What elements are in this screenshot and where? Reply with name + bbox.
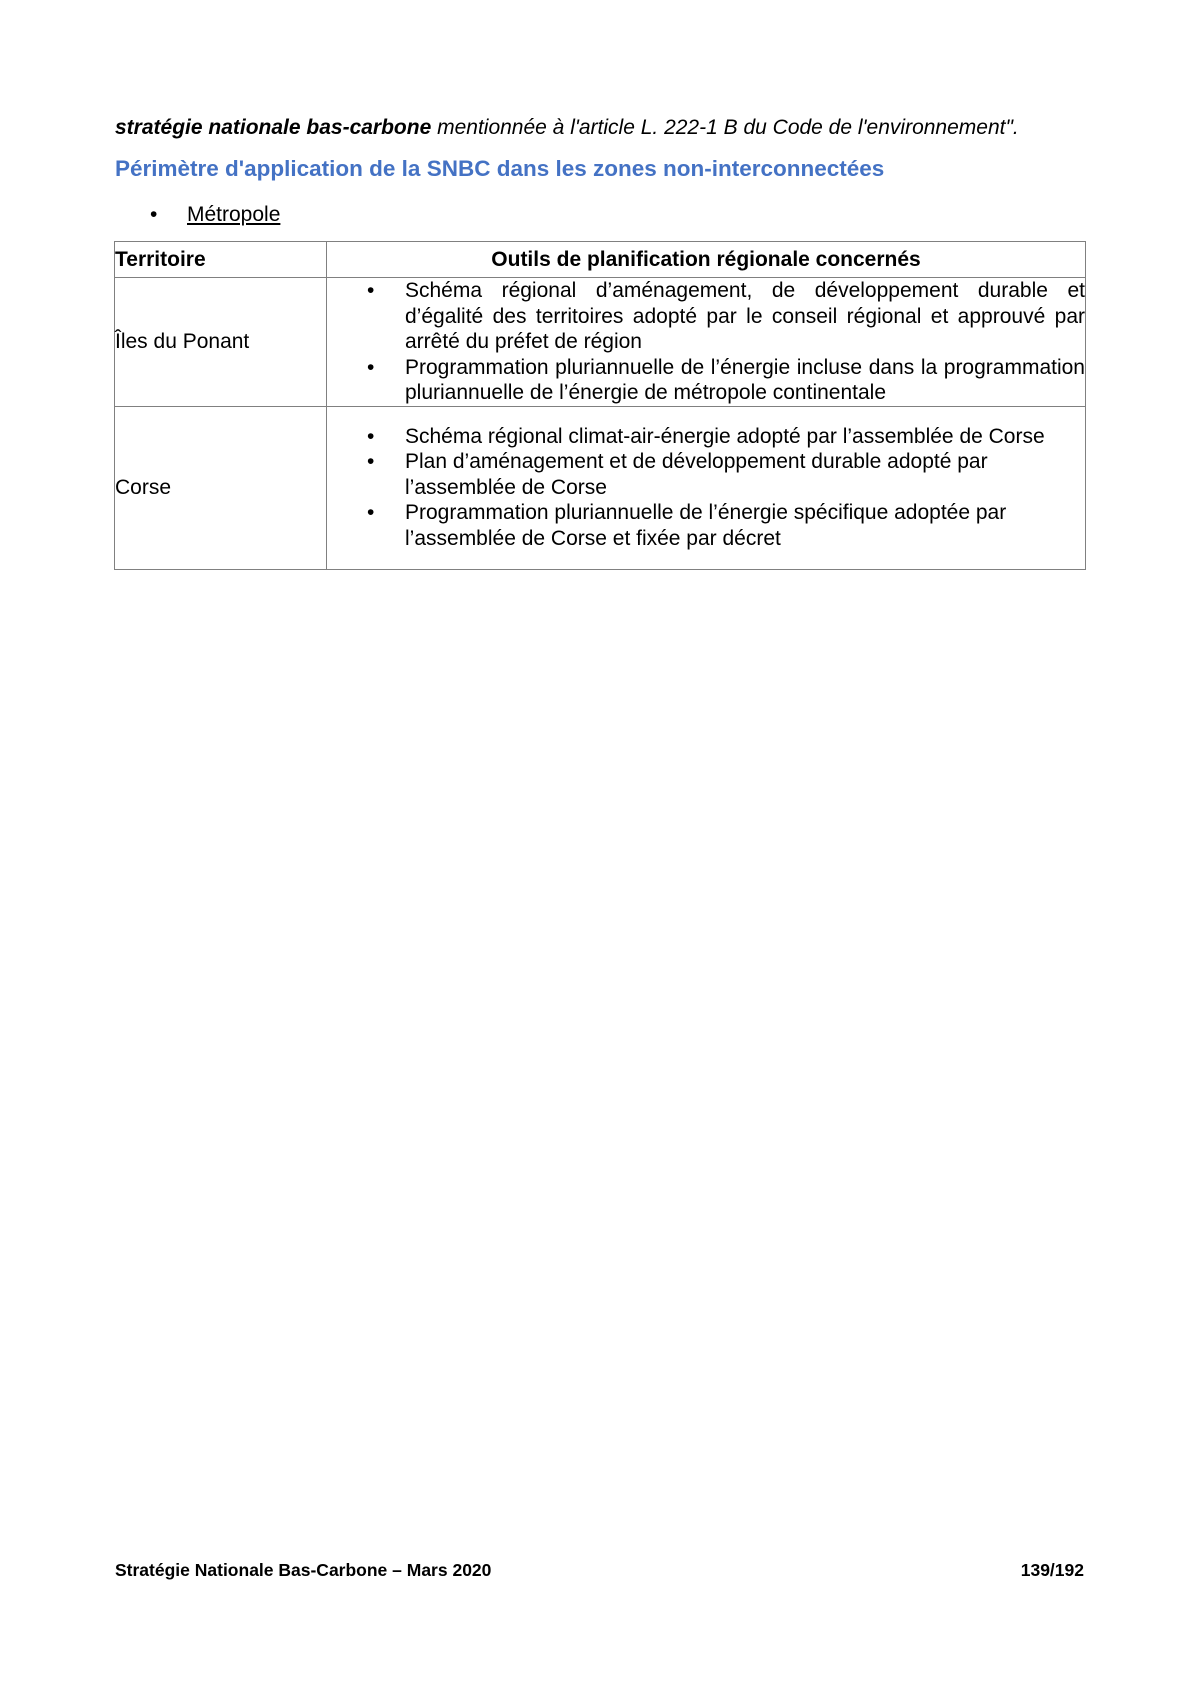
list-item — [327, 500, 1085, 551]
table-row — [115, 406, 1086, 569]
region-bullet — [150, 202, 280, 228]
tool-text: Programmation pluriannuelle de l’énergie incluse dans la programmation pluriannuelle de l’énergie de métropole continentale — [405, 355, 1085, 404]
bullet-dot: • — [367, 450, 375, 474]
intro-bold-text: stratégie nationale bas-carbone — [115, 116, 432, 139]
territoire-cell: Îles du Ponant — [115, 278, 327, 407]
bullet-dot: • — [367, 355, 375, 379]
list-item — [327, 355, 1085, 406]
page-number: 139/192 — [1020, 1560, 1084, 1580]
table-header-row — [115, 242, 1086, 278]
region-label: Métropole — [187, 203, 281, 226]
header-outils: Outils de planification régionale concernés — [327, 242, 1086, 278]
bullet-dot: • — [367, 501, 375, 525]
tool-list — [327, 424, 1085, 552]
outils-cell — [327, 278, 1086, 407]
tool-text: Schéma régional d’aménagement, de développement durable et d’égalité des territoires adopté par le conseil régional et approuvé par arrêté du préfet de région — [405, 279, 1085, 353]
tool-text: Programmation pluriannuelle de l’énergie spécifique adoptée par l’assemblée de Corse et fixée par décret — [405, 501, 1007, 550]
intro-paragraph — [115, 115, 1095, 141]
planning-table — [114, 241, 1086, 570]
list-item — [327, 424, 1085, 450]
territoire-cell: Corse — [115, 406, 327, 569]
bullet-dot: • — [367, 279, 375, 302]
header-territoire: Territoire — [115, 242, 327, 278]
footer-title: Stratégie Nationale Bas-Carbone – Mars 2020 — [115, 1560, 492, 1580]
list-item — [327, 449, 1085, 500]
bullet-dot: • — [367, 424, 375, 448]
table-row — [115, 278, 1086, 407]
tool-text: Schéma régional climat-air-énergie adopté par l’assemblée de Corse — [405, 424, 1045, 448]
list-item — [327, 278, 1085, 355]
tool-text: Plan d’aménagement et de développement durable adopté par l’assemblée de Corse — [405, 450, 988, 499]
outils-cell — [327, 406, 1086, 569]
bullet-dot: • — [150, 203, 158, 226]
intro-rest-text: mentionnée à l'article L. 222-1 B du Code de l'environnement". — [431, 116, 1019, 139]
tool-list — [327, 278, 1085, 406]
section-heading: Périmètre d'application de la SNBC dans les zones non-interconnectées — [115, 156, 885, 181]
